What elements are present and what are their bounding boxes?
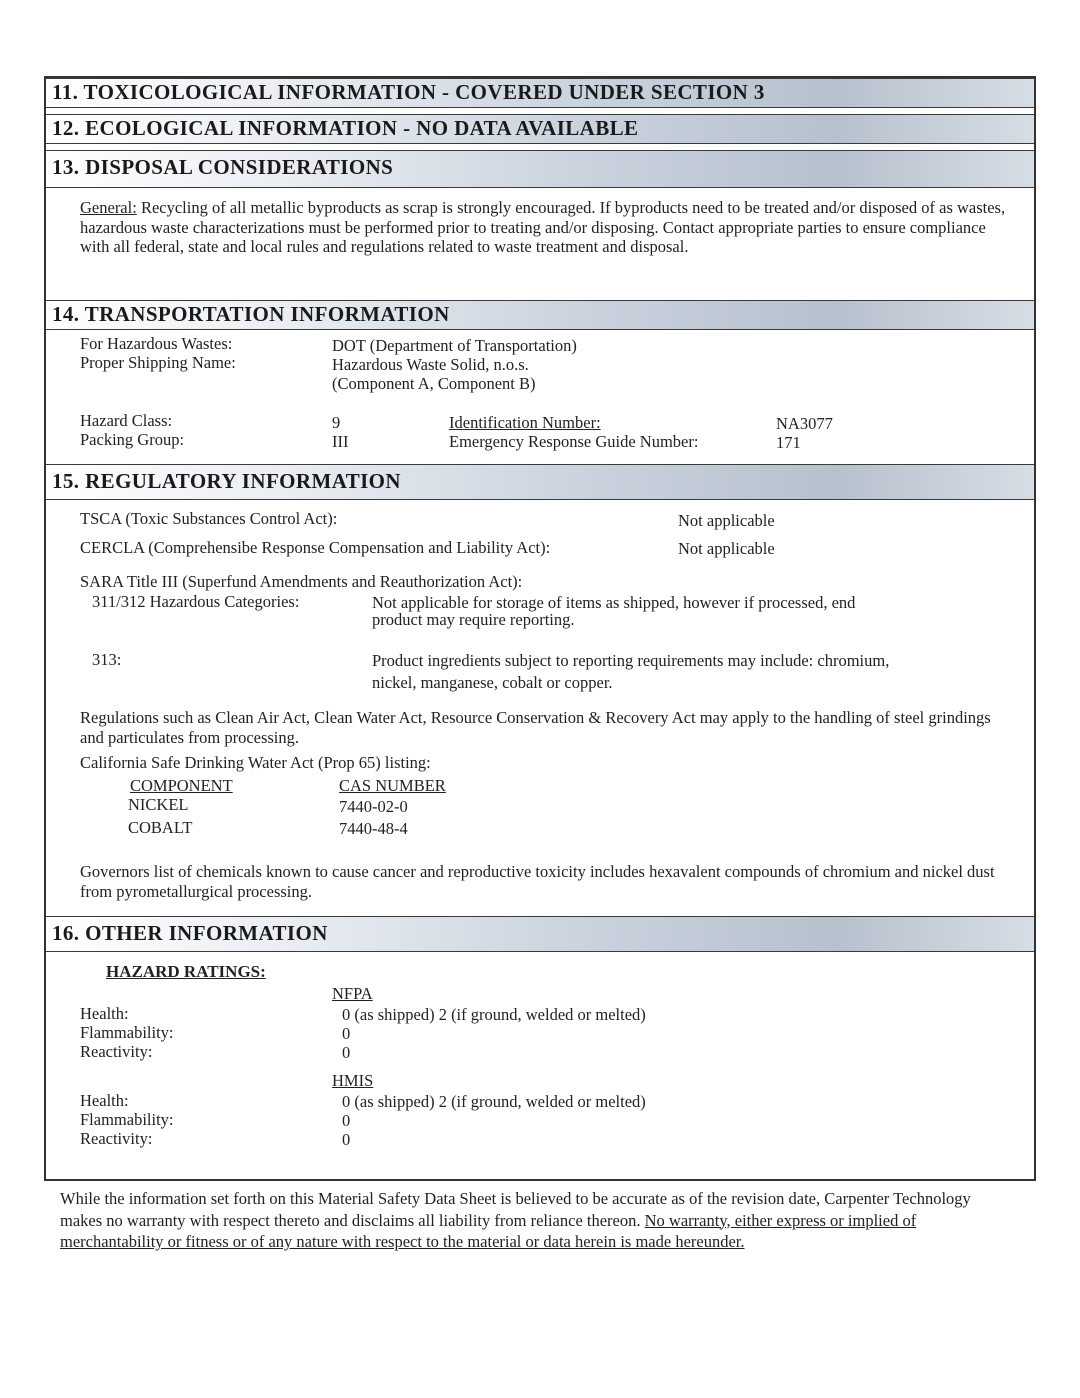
cercla-value: Not applicable (678, 539, 775, 558)
erg-value: 171 (776, 433, 801, 452)
disclaimer-footer (60, 1188, 1010, 1253)
tsca-value: Not applicable (678, 511, 775, 530)
cas-header: CAS NUMBER (339, 776, 446, 795)
cat-313-line2: nickel, manganese, cobalt or copper. (372, 673, 613, 692)
component-cobalt-name: COBALT (128, 818, 193, 837)
section-14-header (46, 300, 1034, 330)
cercla-label: CERCLA (Comprehensibe Response Compensation and Liability Act): (80, 538, 551, 557)
component-nickel-name: NICKEL (128, 795, 189, 814)
section-11-header (46, 78, 1034, 108)
section-15-title: 15. REGULATORY INFORMATION (52, 469, 401, 493)
packing-group-value: III (332, 432, 349, 451)
nfpa-reactivity-label: Reactivity: (80, 1042, 153, 1061)
hmis-flammability-label: Flammability: (80, 1110, 174, 1129)
hazard-class-value: 9 (332, 413, 341, 432)
cat-313-line1: Product ingredients subject to reporting requirements may include: chromium, (372, 651, 890, 670)
id-number-label: Identification Number: (449, 413, 601, 432)
id-number-value: NA3077 (776, 414, 833, 433)
section-11-title: 11. TOXICOLOGICAL INFORMATION - COVERED UNDER SECTION 3 (52, 80, 765, 104)
section-13-title: 13. DISPOSAL CONSIDERATIONS (52, 155, 394, 179)
haz-wastes-label: For Hazardous Wastes: (80, 334, 233, 353)
section-16-header (46, 916, 1034, 952)
tsca-label: TSCA (Toxic Substances Control Act): (80, 509, 338, 528)
erg-label: Emergency Response Guide Number: (449, 432, 699, 451)
component-nickel-cas: 7440-02-0 (339, 797, 408, 816)
section-12-header (46, 114, 1034, 144)
section-12-title: 12. ECOLOGICAL INFORMATION - NO DATA AVAILABLE (52, 116, 639, 140)
hmis-health-value: 0 (as shipped) 2 (if ground, welded or melted) (342, 1092, 646, 1111)
shipping-name-value: Hazardous Waste Solid, n.o.s. (332, 355, 529, 374)
regulations-paragraph: Regulations such as Clean Air Act, Clean Water Act, Resource Conservation & Recovery Act may apply to the handling of steel grindings and particulates from processing. (80, 708, 991, 747)
hmis-health-label: Health: (80, 1091, 129, 1110)
sara-label: SARA Title III (Superfund Amendments and Reauthorization Act): (80, 572, 523, 591)
cat-311-line2: product may require reporting. (372, 610, 575, 629)
section-14-title: 14. TRANSPORTATION INFORMATION (52, 302, 450, 326)
shipping-name-label: Proper Shipping Name: (80, 353, 236, 372)
shipping-name-value-2: (Component A, Component B) (332, 374, 536, 393)
prop65-label: California Safe Drinking Water Act (Prop 65) listing: (80, 753, 431, 772)
nfpa-label: NFPA (332, 984, 373, 1003)
no-warranty-text: No warranty, either express or implied of merchantability or fitness or of any nature with respect to the material or data herein is made hereunder. (60, 1210, 917, 1251)
cat-311-line1: Not applicable for storage of items as shipped, however if processed, end (372, 593, 856, 612)
nfpa-flammability-label: Flammability: (80, 1023, 174, 1042)
nfpa-reactivity-value: 0 (342, 1043, 351, 1062)
packing-group-label: Packing Group: (80, 430, 185, 449)
cat-313-label: 313: (92, 650, 122, 669)
hazard-class-label: Hazard Class: (80, 411, 173, 430)
disclaimer-text: While the information set forth on this Material Safety Data Sheet is believed to be accurate as of the revision date, Carpenter Technology makes no warranty with respect thereto and disclaims all liability from reliance thereon. (60, 1189, 971, 1230)
disposal-general-label: General: (80, 198, 137, 217)
hmis-flammability-value: 0 (342, 1111, 351, 1130)
section-15-header (46, 464, 1034, 500)
hmis-reactivity-value: 0 (342, 1130, 351, 1149)
nfpa-health-label: Health: (80, 1004, 129, 1023)
hmis-reactivity-label: Reactivity: (80, 1129, 153, 1148)
disposal-general-text: Recycling of all metallic byproducts as scrap is strongly encouraged. If byproducts need to be treated and/or disposed of as wastes, hazardous waste characterizations must be performed prior to treating and/or disposing. Contact appropriate parties to ensure compliance with all federal, state and local rules and regulations related to waste treatment and disposal. (80, 198, 1006, 256)
component-cobalt-cas: 7440-48-4 (339, 819, 408, 838)
nfpa-health-value: 0 (as shipped) 2 (if ground, welded or melted) (342, 1005, 646, 1024)
cat-311-label: 311/312 Hazardous Categories: (92, 592, 300, 611)
section-13-header (46, 150, 1034, 188)
haz-wastes-value: DOT (Department of Transportation) (332, 336, 577, 355)
governors-paragraph: Governors list of chemicals known to cause cancer and reproductive toxicity includes hexavalent compounds of chromium and nickel dust from pyrometallurgical processing. (80, 862, 995, 901)
section-16-title: 16. OTHER INFORMATION (52, 921, 328, 945)
nfpa-flammability-value: 0 (342, 1024, 351, 1043)
hmis-label: HMIS (332, 1071, 374, 1090)
disposal-general-paragraph (80, 198, 1010, 257)
msds-sheet (44, 76, 1036, 1181)
component-header: COMPONENT (130, 776, 233, 795)
hazard-ratings-label: HAZARD RATINGS: (106, 962, 266, 981)
